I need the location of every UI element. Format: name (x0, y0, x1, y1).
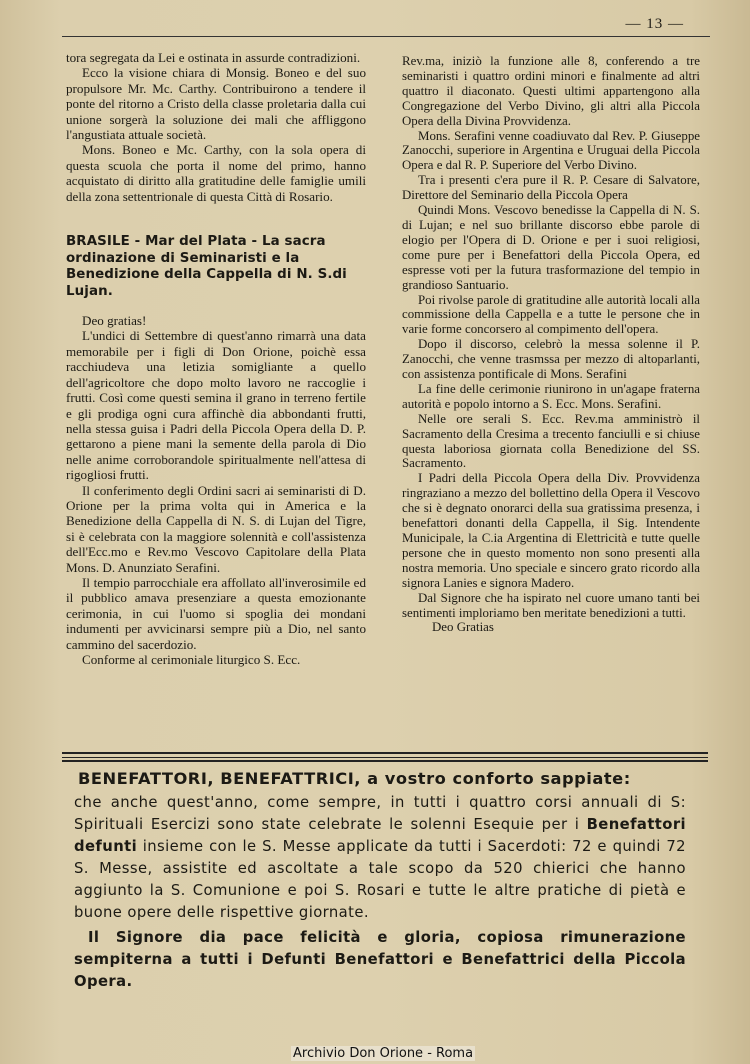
notice-text: che anche quest'anno, come sempre, in tutti i quattro corsi annuali di S: Spirituali Esercizi sono state celebrate le solenni Esequie per i (74, 794, 686, 833)
benefactors-notice (74, 766, 686, 993)
paragraph: Mons. Serafini venne coadiuvato dal Rev. P. Giuseppe Zanocchi, superiore in Argentina e Uruguai della Piccola Opera e dal R. P. Superiore del Verbo Divino. (402, 128, 700, 173)
header-rule (62, 36, 710, 37)
paragraph: Conforme al cerimoniale liturgico S. Ecc. (82, 652, 301, 667)
paragraph: I Padri della Piccola Opera della Div. Provvidenza ringraziano a mezzo del bollettino della Opera il Vescovo che si è degnato onorarci della sua gratissima presenza, i benefattori donanti della Cappella, il Sig. Intendente Municipale, la C.ia Argentina di Elettricità e tutte quelle persone che in questo momento non sono presenti alla nostra memoria. Uno speciale e sincero grato ricordo alla signora Lanies e signora Madero. (402, 471, 700, 590)
paragraph: Ecco la visione chiara di Monsig. Boneo e del suo propulsore Mr. Mc. Carthy. Contribuirono a tendere il ponte del ritorno a Cristo della classe proletaria dalla cui unione sorgerà la soluzione dei mali che affliggono l'angustiata attuale società. (66, 65, 366, 143)
paragraph: L'undici di Settembre di quest'anno rimarrà una data memorabile per i figli di Don Orione, poichè essa racchiudeva una letizia somigliante a quello dell'agricoltore che dopo molto lavoro ne raccoglie i frutti. Così come questi semina il grano in terreno fertile e gli prodiga ogni cura affinchè dia abbondanti frutti, nella stessa guisa i Padri della Piccola Opera della D. P. gettarono a piene mani la semente della parola di Dio nelle anime corroborandole spiritualmente nell'attesa di rigogliosi frutti. (66, 328, 366, 483)
paragraph: Il tempio parrocchiale era affollato all'inverosimile ed il pubblico amava presenziare a questa emozionante cerimonia, in cui l'uomo si spoglia dei mondani indumenti per avvicinarsi sempre più a Dio, nel santo cammino del sacerdozio. (66, 574, 366, 652)
left-column (66, 50, 366, 667)
paragraph: Il conferimento degli Ordini sacri ai seminaristi di D. Orione per la prima volta qui in America e la Benedizione della Cappella di N. S. di Lujan del Tigre, si è celebrata con la maggiore solennità e coll'assistenza dell'Ecc.mo e Rev.mo Vescovo Capitolare della Plata Mons. D. Anunziato Serafini. (66, 482, 366, 575)
divider-rule (62, 752, 708, 754)
paragraph: Nelle ore serali S. Ecc. Rev.ma amministrò il Sacramento della Cresima a trecento fanciulli e si chiuse questa laboriosa giornata colla Benedizione del SS. Sacramento. (402, 411, 700, 471)
notice-body (74, 792, 686, 924)
paragraph: Poi rivolse parole di gratitudine alle autorità locali alla commissione della Cappella e a tutte le persone che in varie forme concorsero al compimento dell'opera. (402, 292, 700, 337)
paragraph: Tra i presenti c'era pure il R. P. Cesare di Salvatore, Direttore del Seminario della Piccola Opera (402, 173, 700, 203)
paragraph: Rev.ma, iniziò la funzione alle 8, conferendo a tre seminaristi i quattro ordini minori e finalmente ad altri quattro il diaconato. Questi ultimi appartengono alla Congregazione del Verbo Divino, gli altri alla Piccola Opera della Divina Provvidenza. (402, 54, 700, 128)
divider-rule (62, 760, 708, 762)
notice-bold-text: Benefattori defunti (74, 816, 686, 855)
paragraph: Dopo il discorso, celebrò la messa solenne il P. Zanocchi, che venne trasmssa per mezzo di altoparlanti, con assistenza pontificale di Mons. Serafini (402, 337, 700, 382)
greeting: Deo gratias! (82, 313, 147, 329)
signoff: Deo Gratias (432, 620, 494, 635)
page-number: — 13 — (625, 16, 684, 32)
notice-text: insieme con le S. Messe applicate da tutti i Sacerdoti: 72 e quindi 72 S. Messe, assistite ed ascoltate a tale scopo da 520 chierici che hanno aggiunto la S. Comunione e poi S. Rosari e tutte le altre pratiche di pietà e buone opere delle rispettive giornate. (74, 838, 686, 921)
paragraph: Dal Signore che ha ispirato nel cuore umano tanti bei sentimenti imploriamo ben meritate benedizioni a tutti. (402, 590, 700, 620)
right-column (402, 54, 700, 635)
section-title: BRASILE - Mar del Plata - La sacra ordinazione di Seminaristi e la Benedizione della Cappella di N. S.di Lujan. (66, 234, 347, 299)
notice-title: BENEFATTORI, BENEFATTRICI, a vostro conforto sappiate: (78, 769, 631, 788)
paragraph: tora segregata da Lei e ostinata in assurde contradizioni. (66, 50, 361, 65)
paragraph: Quindi Mons. Vescovo benedisse la Cappella di N. S. di Lujan; e nel suo brillante discorso ebbe parole di elogio per l'Opera di D. Orione e per i suoi religiosi, come pure per i Benefattori della Piccola Opera, ed espresse voti per la futura trasformazione del tempio in grandioso Santuario. (402, 203, 700, 292)
archive-watermark: Archivio Don Orione - Roma (293, 1046, 474, 1061)
paragraph: La fine delle cerimonie riunirono in un'agape fraterna autorità e popolo intorno a S. Ecc. Mons. Serafini. (402, 381, 700, 411)
paragraph: Mons. Boneo e Mc. Carthy, con la sola opera di questa scuola che porta il nome del primo, hanno acquistato di diritto alla gratitudine delle famiglie umili della zona settentrionale di questa Città di Rosario. (66, 142, 366, 204)
notice-closing: Il Signore dia pace felicità e gloria, copiosa rimunerazione sempiterna a tutti i Defunti Benefattori e Benefattrici della Piccola Opera. (74, 929, 686, 990)
divider-rule (62, 757, 708, 758)
